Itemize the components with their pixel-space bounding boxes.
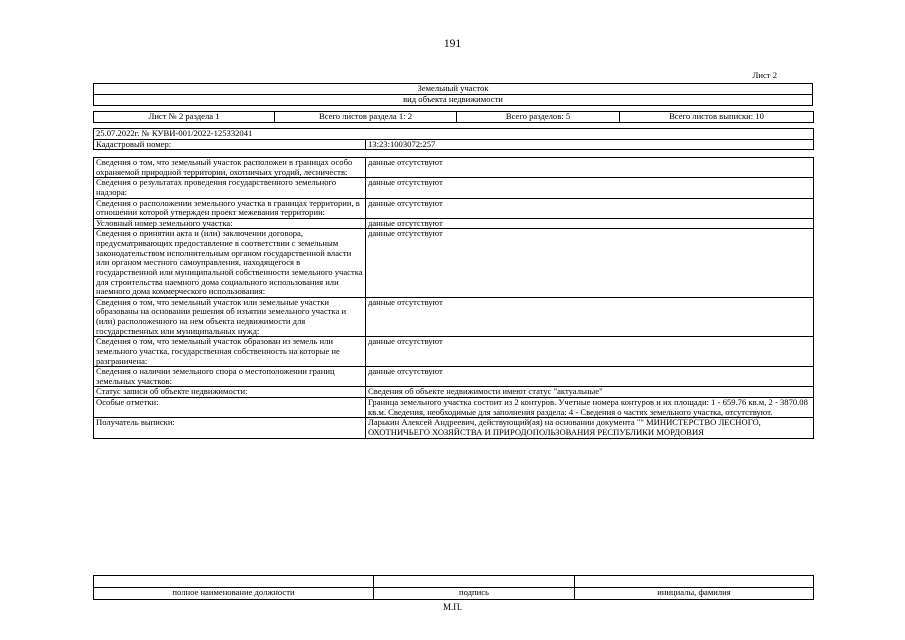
table-row [94, 297, 814, 337]
table-row [94, 218, 814, 229]
row-label: Сведения о принятии акта и (или) заключении договора, предусматривающих предоставление в соответствии с земельным законодательством исполнительным органом государственной власти или органом местного самоуправления, находящегося в государственной или муниципальной собственности земельного участка для строительства наемного дома социального использования или наемного дома коммерческого использования: [94, 229, 366, 297]
cadastral-label: Кадастровый номер: [94, 139, 366, 150]
signature-field [374, 576, 575, 588]
row-label: Сведения о том, что земельный участок образован из земель или земельного участка, государственная собственность на которые не разграничена: [94, 337, 366, 367]
stamp-label: М.П. [442, 602, 462, 612]
page-number: 191 [443, 38, 462, 50]
table-row [94, 198, 814, 218]
row-value: данные отсутствуют [366, 229, 814, 297]
total-sheets-section: Всего листов раздела 1: 2 [275, 112, 457, 123]
row-value: Сведения об объекте недвижимости имеют статус "актуальные" [366, 387, 814, 398]
name-caption: инициалы, фамилия [575, 588, 814, 600]
table-row [94, 398, 814, 418]
row-label: Сведения о расположении земельного участка в границах территории, в отношении которой утвержден проект межевания территории: [94, 198, 366, 218]
table-row [94, 337, 814, 367]
sheet-of-section: Лист № 2 раздела 1 [94, 112, 275, 123]
cadastral-value: 13:23:1003072:257 [366, 139, 814, 150]
table-row [94, 387, 814, 398]
row-value: данные отсутствуют [366, 337, 814, 367]
row-value: данные отсутствуют [366, 158, 814, 178]
row-value: данные отсутствуют [366, 218, 814, 229]
table-row [94, 418, 814, 438]
row-label: Сведения о результатах проведения государственного земельного надзора: [94, 178, 366, 198]
row-label: Условный номер земельного участка: [94, 218, 366, 229]
table-row [94, 158, 814, 178]
row-label: Особые отметки: [94, 398, 366, 418]
row-value: Граница земельного участка состоит из 2 контуров. Учетные номера контуров и их площади: 1 - 659.76 кв.м, 2 - 3870.08 кв.м. Сведения, необходимые для заполнения раздела: 4 - Сведения о частях земельного участка, отсутствуют. [366, 398, 814, 418]
object-type-caption: вид объекта недвижимости [94, 95, 813, 106]
table-row [94, 178, 814, 198]
total-sections: Всего разделов: 5 [457, 112, 620, 123]
row-label: Статус записи об объекте недвижимости: [94, 387, 366, 398]
name-field [575, 576, 814, 588]
details-table [93, 157, 814, 439]
row-label: Сведения о наличии земельного спора о местоположении границ земельных участков: [94, 367, 366, 387]
table-row [94, 367, 814, 387]
row-value: данные отсутствуют [366, 297, 814, 337]
document-reference: 25.07.2022г. № КУВИ-001/2022-125332041 [94, 129, 814, 140]
section-info-table [93, 111, 814, 123]
row-label: Сведения о том, что земельный участок или земельные участки образованы на основании решения об изъятии земельного участка и (или) расположенного на нем объекта недвижимости для государственных или муниципальных нужд: [94, 297, 366, 337]
object-type: Земельный участок [94, 84, 813, 95]
header-table [93, 83, 813, 106]
sheet-label: Лист 2 [752, 70, 777, 80]
row-label: Получатель выписки: [94, 418, 366, 438]
table-row [94, 229, 814, 297]
row-label: Сведения о том, что земельный участок расположен в границах особо охраняемой природной территории, охотничьих угодий, лесничеств: [94, 158, 366, 178]
position-field [94, 576, 374, 588]
row-value: Ларькин Алексей Андреевич, действующий(ая) на основании документа "" МИНИСТЕРСТВО ЛЕСНОГО, ОХОТНИЧЬЕГО ХОЗЯЙСТВА И ПРИРОДОПОЛЬЗОВАНИЯ РЕСПУБЛИКИ МОРДОВИЯ [366, 418, 814, 438]
row-value: данные отсутствуют [366, 367, 814, 387]
row-value: данные отсутствуют [366, 198, 814, 218]
signature-caption: подпись [374, 588, 575, 600]
position-caption: полное наименование должности [94, 588, 374, 600]
signature-table [93, 575, 814, 600]
total-sheets-extract: Всего листов выписки: 10 [620, 112, 814, 123]
row-value: данные отсутствуют [366, 178, 814, 198]
document-info-table [93, 128, 814, 150]
